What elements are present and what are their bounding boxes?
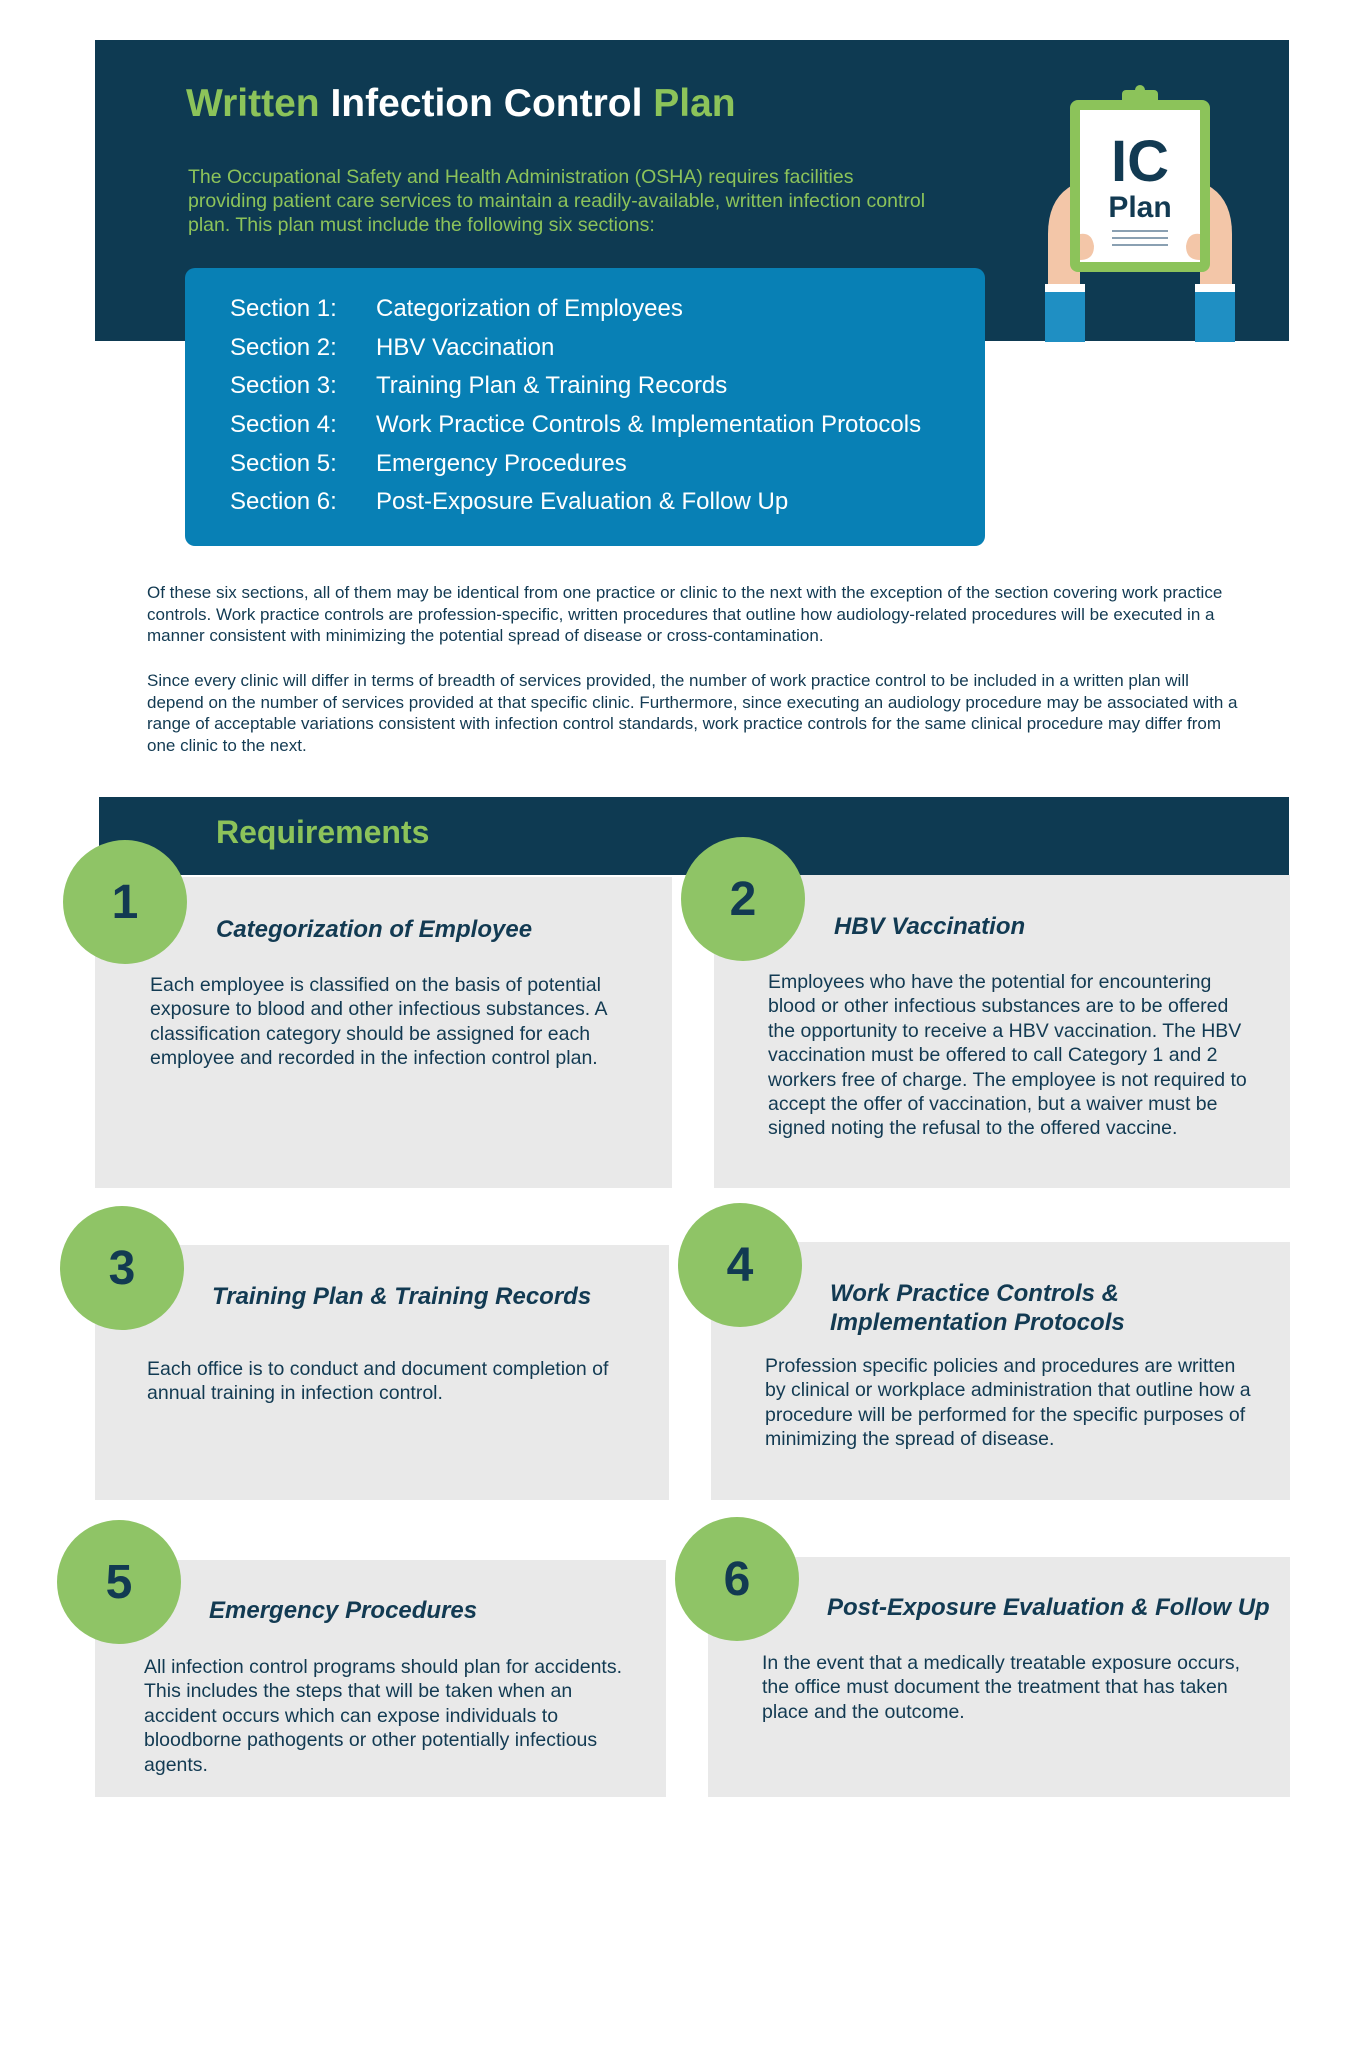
section-number: Section 3: <box>230 372 337 400</box>
section-number: Section 4: <box>230 411 337 439</box>
title-word-written: Written <box>186 82 320 125</box>
requirement-number-5: 5 <box>57 1520 181 1644</box>
section-label: Emergency Procedures <box>376 449 627 477</box>
requirement-body-5: All infection control programs should plan for accidents. This includes the steps that will be taken when an accident occurs which can expose individuals to bloodborne pathogents or other potentially infectious agents. <box>144 1656 622 1776</box>
section-number: Section 1: <box>230 295 337 323</box>
paragraph-clinic-variation: Since every clinic will differ in terms of breadth of services provided, the number of work practice control to be included in a written plan will depend on the number of services provided at that specific clinic. Furthermore, since executing an audiology procedure may be associated with a range of acceptable variations consistent with infection control standards, work practice controls for the same clinical procedure may differ from one clinic to the next. <box>147 671 1238 755</box>
requirement-title-6: Post-Exposure Evaluation & Follow Up <box>827 1594 1270 1621</box>
requirement-number-3: 3 <box>60 1206 184 1330</box>
clipboard-plan-text: Plan <box>1108 191 1172 224</box>
requirement-title-2: HBV Vaccination <box>834 913 1026 940</box>
requirement-number-4: 4 <box>678 1203 802 1327</box>
section-number: Section 6: <box>230 488 337 516</box>
section-label: Training Plan & Training Records <box>376 372 728 400</box>
title-word-infection-control: Infection Control <box>330 82 643 125</box>
section-item <box>230 290 985 329</box>
section-item <box>230 444 985 483</box>
section-label: Work Practice Controls & Implementation Protocols <box>376 411 922 439</box>
requirement-title-5: Emergency Procedures <box>209 1597 478 1624</box>
section-item <box>230 329 985 368</box>
section-number: Section 2: <box>230 333 337 361</box>
section-item <box>230 483 985 522</box>
requirement-body-4: Profession specific policies and procedures are written by clinical or workplace administration that outline how a procedure will be performed for the specific purposes of minimizing the spread of disease. <box>765 1355 1251 1451</box>
requirement-number-1: 1 <box>63 840 187 964</box>
section-label: HBV Vaccination <box>376 333 555 361</box>
sections-list <box>185 268 985 546</box>
requirement-body-1: Each employee is classified on the basis of potential exposure to blood and other infectious substances. A classification category should be assigned for each employee and recorded in the infection control plan. <box>150 974 607 1070</box>
clipboard-icon <box>1040 84 1240 342</box>
requirement-body-2: Employees who have the potential for encountering blood or other infectious substances are to be offered the opportunity to receive a HBV vaccination. The HBV vaccination must be offered to call Category 1 and 2 workers free of charge. The employee is not required to accept the offer of vaccination, but a waiver must be signed noting the refusal to the offered vaccine. <box>768 971 1247 1140</box>
requirement-body-3: Each office is to conduct and document completion of annual training in infection control. <box>147 1358 609 1405</box>
requirements-heading: Requirements <box>216 814 430 850</box>
section-item <box>230 367 985 406</box>
section-item <box>230 406 985 445</box>
page-title <box>186 82 736 126</box>
intro-text: The Occupational Safety and Health Administration (OSHA) requires facilities providing patient care services to maintain a readily-available, written infection control plan. This plan must include the following six sections: <box>188 166 926 236</box>
requirement-number-2: 2 <box>681 837 805 961</box>
section-label: Post-Exposure Evaluation & Follow Up <box>376 488 789 516</box>
requirement-body-6: In the event that a medically treatable exposure occurs, the office must document the treatment that has taken place and the outcome. <box>762 1652 1241 1723</box>
paragraph-work-practice: Of these six sections, all of them may be identical from one practice or clinic to the next with the exception of the section covering work practice controls. Work practice controls are profession-specific, written procedures that outline how audiology-related procedures will be executed in a manner consistent with minimizing the potential spread of disease or cross-contamination. <box>147 583 1223 645</box>
requirement-title-3: Training Plan & Training Records <box>212 1283 592 1310</box>
clipboard-ic-text: IC <box>1111 129 1169 194</box>
requirement-title-4: Work Practice Controls & Implementation Protocols <box>830 1280 1125 1336</box>
section-number: Section 5: <box>230 449 337 477</box>
requirement-title-1: Categorization of Employee <box>216 916 533 943</box>
requirement-number-6: 6 <box>675 1517 799 1641</box>
title-word-plan: Plan <box>653 82 736 125</box>
section-label: Categorization of Employees <box>376 295 683 323</box>
